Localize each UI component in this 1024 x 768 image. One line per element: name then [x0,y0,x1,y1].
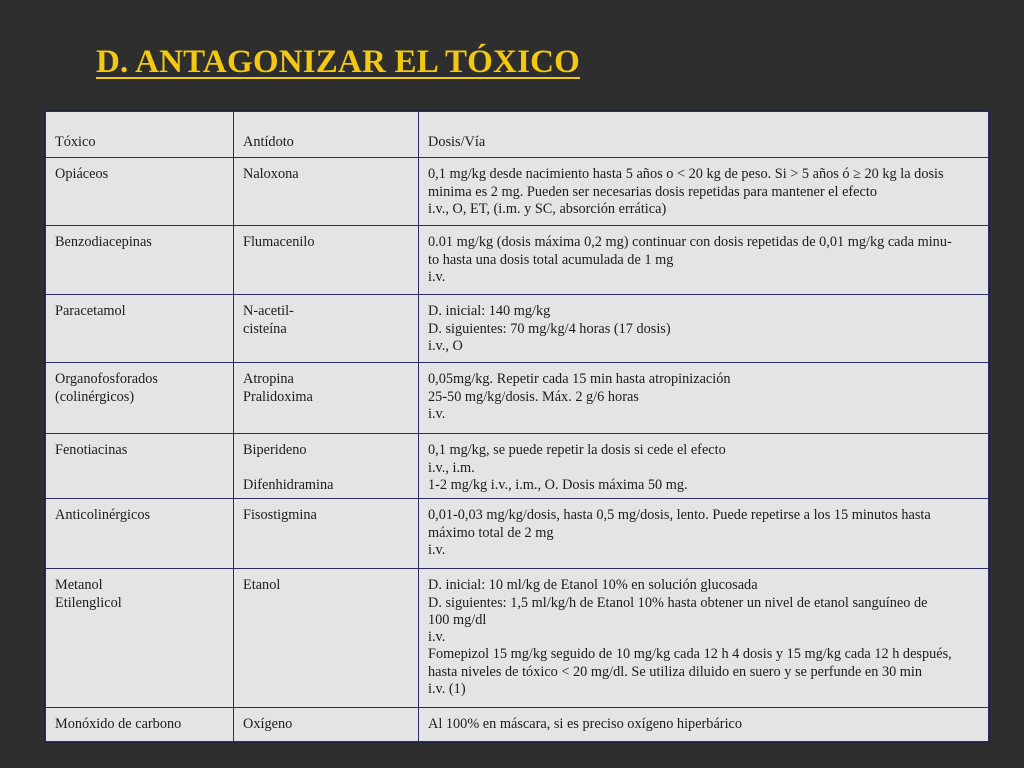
cell-line: Opiáceos [55,166,109,183]
cell-line: Fenotiacinas [55,442,128,459]
cell-line: Flumacenilo [243,234,315,251]
cell-line: Al 100% en máscara, si es preciso oxígeno hiperbárico [428,716,743,733]
cell-line: i.v. [428,405,446,422]
cell-line: Metanol [55,577,103,594]
cell-line: Naloxona [243,166,299,183]
cell-line: i.v. [428,268,446,285]
cell-line: to hasta una dosis total acumulada de 1 mg [428,251,674,268]
table-row [46,708,989,742]
cell-line: D. inicial: 140 mg/kg [428,303,551,320]
cell-line: i.v., O [428,337,463,354]
cell-line: 1-2 mg/kg i.v., i.m., O. Dosis máxima 50 mg. [428,476,688,493]
cell-toxico [46,226,234,295]
cell-dosis-via [419,569,989,708]
cell-line: D. siguientes: 1,5 ml/kg/h de Etanol 10% hasta obtener un nivel de etanol sanguíneo de [428,594,928,611]
cell-line: 25-50 mg/kg/dosis. Máx. 2 g/6 horas [428,388,639,405]
cell-line: Pralidoxima [243,388,313,405]
cell-line: Oxígeno [243,716,293,733]
cell-line: i.v. [428,541,446,558]
cell-toxico [46,158,234,226]
table-row [46,363,989,434]
cell-line: 0,01-0,03 mg/kg/dosis, hasta 0,5 mg/dosis, lento. Puede repetirse a los 15 minutos hasta [428,507,931,524]
cell-line: 0,05mg/kg. Repetir cada 15 min hasta atropinización [428,371,731,388]
cell-line: cisteína [243,320,287,337]
cell-line: Atropina [243,371,294,388]
cell-antidoto [234,569,419,708]
cell-antidoto [234,295,419,363]
cell-line: máximo total de 2 mg [428,524,554,541]
cell-line: Etanol [243,577,281,594]
cell-line: i.v., O, ET, (i.m. y SC, absorción errática) [428,200,667,217]
antidote-table [45,111,989,742]
cell-line: minima es 2 mg. Pueden ser necesarias dosis repetidas para mantener el efecto [428,183,877,200]
cell-line: D. inicial: 10 ml/kg de Etanol 10% en solución glucosada [428,577,758,594]
cell-line: 0,1 mg/kg desde nacimiento hasta 5 años o < 20 kg de peso. Si > 5 años ó ≥ 20 kg la dosis [428,166,944,183]
cell-dosis-via [419,295,989,363]
header-dosis-via: Dosis/Vía [419,112,989,158]
cell-dosis-via [419,434,989,499]
cell-line: Anticolinérgicos [55,507,151,524]
cell-line: Monóxido de carbono [55,716,182,733]
cell-dosis-via [419,499,989,569]
line-spacer [243,460,412,477]
cell-dosis-via [419,708,989,742]
cell-line: Benzodiacepinas [55,234,152,251]
cell-line: Organofosforados [55,371,158,388]
slide-title: D. ANTAGONIZAR EL TÓXICO [96,44,581,80]
table-header-row [46,112,989,158]
cell-dosis-via [419,226,989,295]
cell-line: Etilenglicol [55,594,122,611]
table-row [46,569,989,708]
cell-antidoto [234,226,419,295]
cell-toxico [46,363,234,434]
cell-line: D. siguientes: 70 mg/kg/4 horas (17 dosis) [428,320,671,337]
cell-line: 0.01 mg/kg (dosis máxima 0,2 mg) continuar con dosis repetidas de 0,01 mg/kg cada minu- [428,234,952,251]
cell-toxico [46,499,234,569]
table-row [46,226,989,295]
cell-line: i.v. (1) [428,681,466,698]
header-toxico: Tóxico [46,112,234,158]
cell-toxico [46,569,234,708]
cell-line: hasta niveles de tóxico < 20 mg/dl. Se utiliza diluido en suero y se perfunde en 30 min [428,663,923,680]
cell-antidoto [234,158,419,226]
table-row [46,499,989,569]
cell-line: Fomepizol 15 mg/kg seguido de 10 mg/kg cada 12 h 4 dosis y 15 mg/kg cada 12 h después, [428,646,952,663]
cell-antidoto [234,434,419,499]
cell-line: i.v., i.m. [428,459,475,476]
table-row [46,158,989,226]
cell-line: Fisostigmina [243,507,317,524]
cell-dosis-via [419,158,989,226]
cell-dosis-via [419,363,989,434]
cell-toxico [46,434,234,499]
cell-line: Difenhidramina [243,476,334,493]
antidote-table-panel [44,110,990,743]
cell-line: N-acetil- [243,303,294,320]
table-row [46,434,989,499]
cell-line: Paracetamol [55,303,126,320]
cell-line: i.v. [428,629,446,646]
cell-antidoto [234,363,419,434]
cell-line: Biperideno [243,442,307,459]
cell-line: 0,1 mg/kg, se puede repetir la dosis si cede el efecto [428,442,726,459]
cell-toxico [46,708,234,742]
cell-line: (colinérgicos) [55,388,135,405]
cell-antidoto [234,499,419,569]
cell-antidoto [234,708,419,742]
cell-line: 100 mg/dl [428,611,487,628]
header-antidoto: Antídoto [234,112,419,158]
table-body [46,158,989,742]
cell-toxico [46,295,234,363]
table-row [46,295,989,363]
